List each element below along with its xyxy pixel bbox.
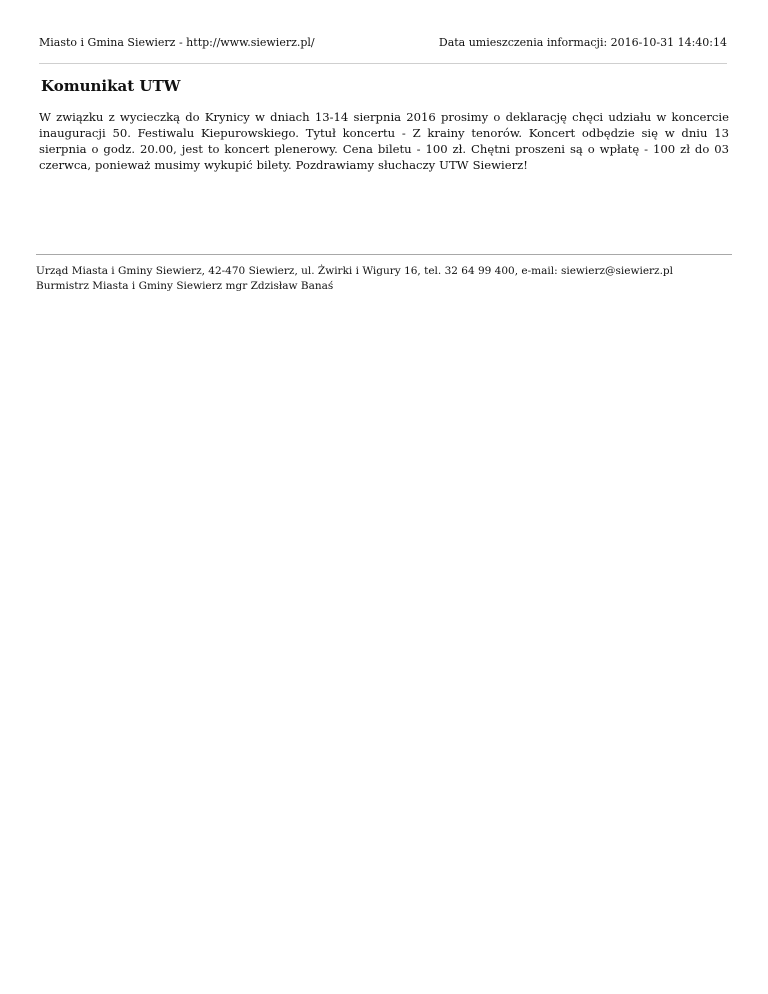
footer-divider (36, 254, 732, 255)
footer-address: Urząd Miasta i Gminy Siewierz, 42-470 Siewierz, ul. Żwirki i Wigury 16, tel. 32 64 99 400, e-mail: siewierz@siewierz.pl (36, 265, 674, 277)
publication-date: Data umieszczenia informacji: 2016-10-31 14:40:14 (438, 36, 727, 49)
header-divider (39, 63, 727, 64)
page-footer (36, 264, 732, 294)
article-body: W związku z wycieczką do Krynicy w dniach 13-14 sierpnia 2016 prosimy o deklarację chęci udziału w koncercie inauguracji 50. Festiwalu Kiepurowskiego. Tytuł koncertu - Z krainy tenorów. Koncert odbędzie się w dniu 13 sierpnia o godz. 20.00, jest to koncert plenerowy. Cena biletu - 100 zł. Chętni proszeni są o wpłatę - 100 zł do 03 czerwca, ponieważ musimy wykupić bilety. Pozdrawiamy słuchaczy UTW Siewierz! (39, 110, 729, 172)
site-label: Miasto i Gmina Siewierz - http://www.siewierz.pl/ (39, 36, 315, 49)
page-header (39, 36, 727, 52)
article-title: Komunikat UTW (41, 77, 181, 95)
footer-mayor: Burmistrz Miasta i Gminy Siewierz mgr Zdzisław Banaś (36, 280, 334, 292)
